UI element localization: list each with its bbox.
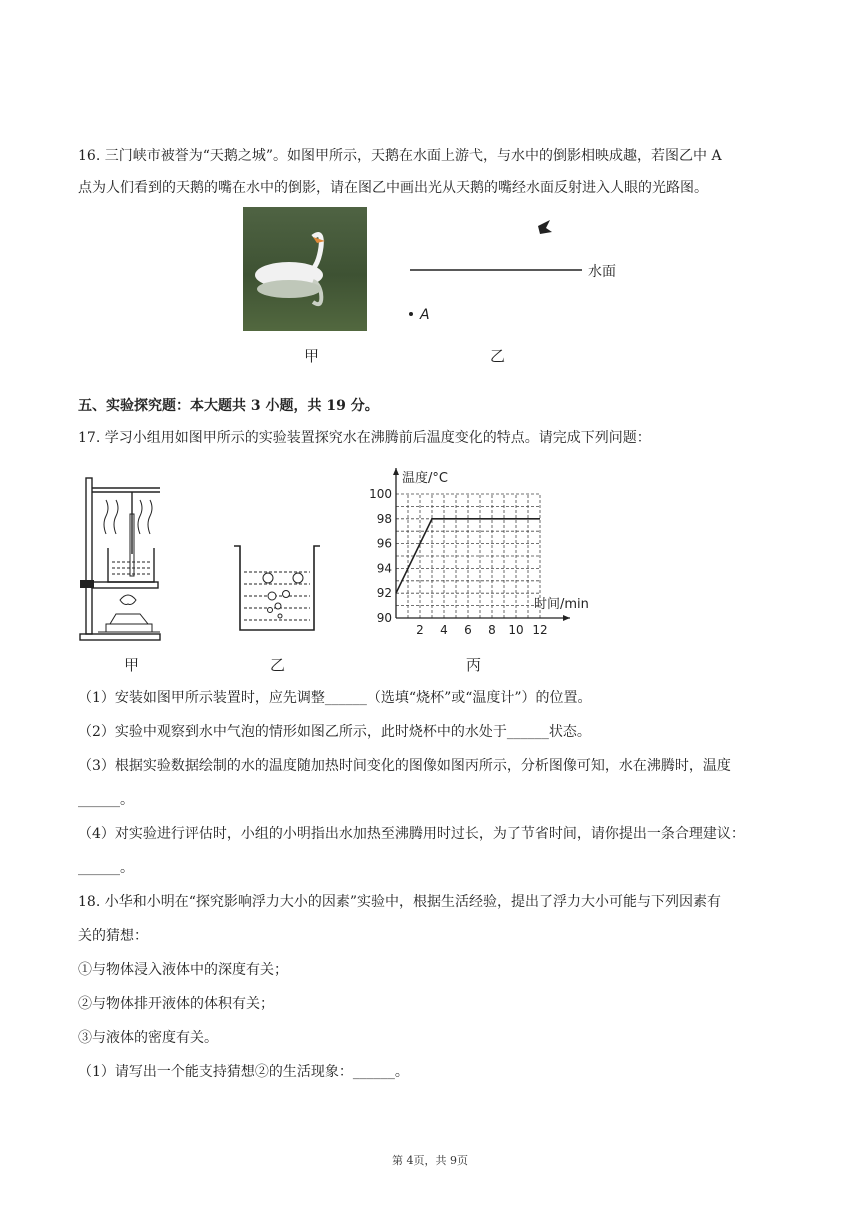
x-axis-title: 时间/min	[534, 597, 589, 612]
q18-guess1: ①与物体浸入液体中的深度有关；	[78, 962, 288, 978]
q18-line1: 18. 小华和小明在“探究影响浮力大小的因素”实验中，根据生活经验，提出了浮力大小可能与下列因素有	[78, 894, 722, 910]
apparatus-jia	[76, 474, 176, 644]
q18-guess3: ③与液体的密度有关。	[78, 1030, 218, 1046]
q17-part3-line1: （3）根据实验数据绘制的水的温度随加热时间变化的图像如图丙所示，分析图像可知，水在沸腾时，温度	[78, 758, 731, 774]
x-tick-label: 4	[440, 623, 448, 636]
q17-intro: 17. 学习小组用如图甲所示的实验装置探究水在沸腾前后温度变化的特点。请完成下列问题：	[78, 430, 651, 446]
point-a-label: A	[420, 307, 430, 323]
page-footer: 第 4页，共 9页	[392, 1154, 468, 1167]
water-surface-label: 水面	[588, 264, 616, 280]
temperature-chart	[356, 460, 606, 636]
y-axis-arrow	[393, 468, 399, 475]
x-tick-label: 8	[488, 623, 496, 636]
q18-line2: 关的猜想：	[78, 928, 148, 944]
fig-label-jia: 甲	[304, 347, 320, 365]
q16-line2: 点为人们看到的天鹅的嘴在水中的倒影，请在图乙中画出光从天鹅的嘴经水面反射进入人眼的光路图。	[78, 180, 708, 196]
x-tick-label: 12	[532, 623, 548, 636]
y-tick-label: 94	[376, 561, 392, 576]
swan-photo	[243, 207, 367, 331]
q16-line1: 16. 三门峡市被誉为“天鹅之城”。如图甲所示，天鹅在水面上游弋，与水中的倒影相映成趣，若图乙中 A	[78, 148, 722, 164]
section-heading: 五、实验探究题：本大题共 3 小题，共 19 分。	[78, 398, 379, 414]
reflection-diagram	[400, 210, 640, 330]
fig-label-yi-2: 乙	[270, 656, 286, 674]
beaker-yi	[230, 540, 326, 636]
y-tick-label: 98	[376, 511, 392, 526]
fig-label-jia-2: 甲	[124, 656, 140, 674]
q18-part1: （1）请写出一个能支持猜想②的生活现象：______。	[78, 1064, 409, 1080]
fig-label-bing: 丙	[466, 656, 482, 674]
y-tick-label: 100	[369, 487, 392, 501]
q17-part1: （1）安装如图甲所示装置时，应先调整______（选填“烧杯”或“温度计”）的位置。	[78, 690, 592, 706]
x-axis-arrow	[563, 615, 570, 621]
x-tick-label: 6	[464, 623, 472, 636]
q17-part3-line2: ______。	[78, 792, 134, 808]
y-tick-label: 92	[376, 586, 392, 601]
q17-part2: （2）实验中观察到水中气泡的情形如图乙所示，此时烧杯中的水处于______状态。	[78, 724, 591, 740]
y-tick-label: 96	[376, 536, 392, 551]
point-a-dot	[409, 312, 413, 316]
q17-part4-line2: ______。	[78, 860, 134, 876]
y-tick-label: 90	[376, 611, 392, 625]
q18-guess2: ②与物体排开液体的体积有关；	[78, 996, 274, 1012]
x-tick-label: 2	[416, 623, 424, 636]
q17-part4-line1: （4）对实验进行评估时，小组的小明指出水加热至沸腾用时过长，为了节省时间，请你提出一条合理建议：	[78, 826, 745, 842]
y-axis-title: 温度/°C	[402, 471, 448, 486]
swan-head-icon	[538, 220, 552, 234]
swan-image	[243, 207, 367, 331]
x-tick-label: 10	[508, 623, 524, 636]
fig-label-yi: 乙	[490, 347, 506, 365]
